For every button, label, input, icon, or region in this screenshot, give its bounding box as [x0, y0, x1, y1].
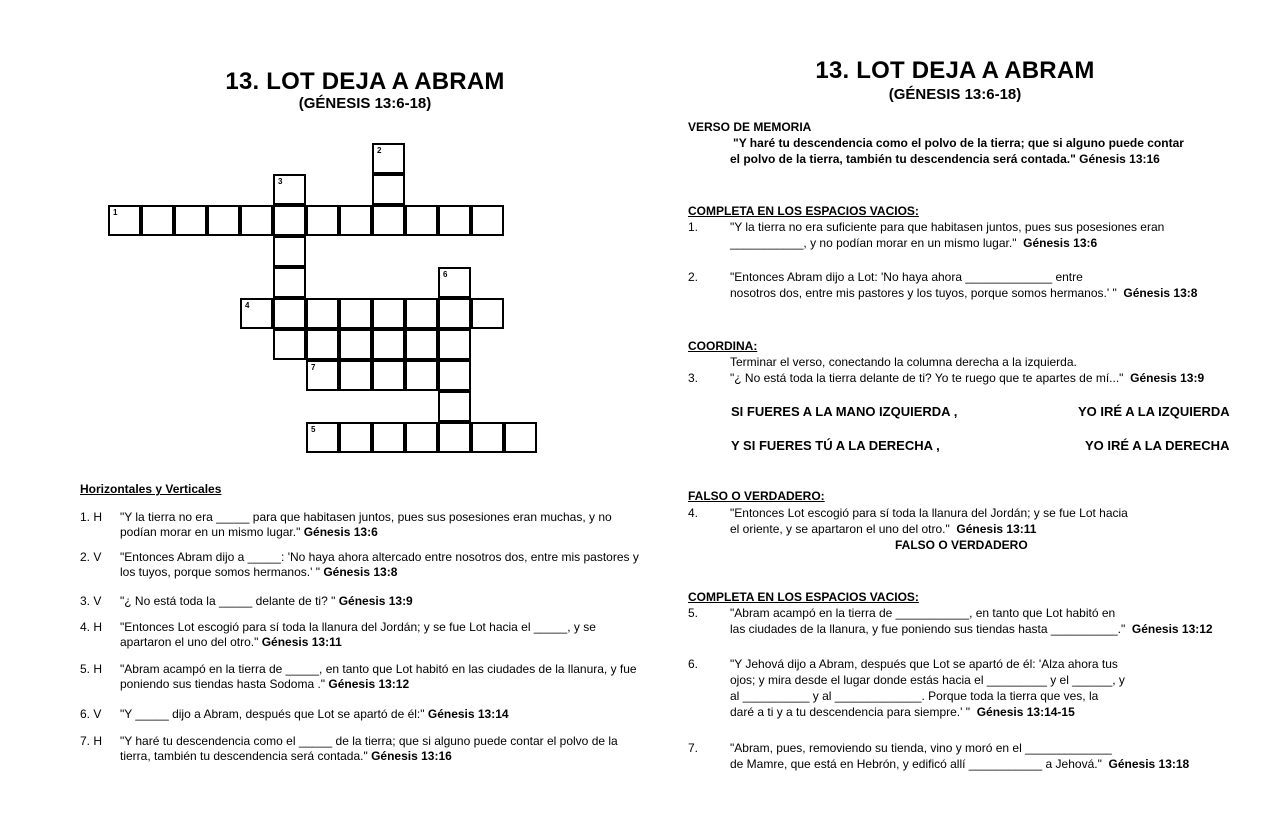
q2-line-2: nosotros dos, entre mis pastores y los tuyos, porque somos hermanos.' " Génesis 13:8	[730, 286, 1198, 300]
clue-reference: Génesis 13:11	[261, 635, 342, 649]
crossword-cell[interactable]	[438, 329, 471, 360]
clue-quote: "Abram acampó en la tierra de _____, en tanto que Lot habitó en las ciudades de la llanura, y fue poniendo sus tiendas hasta Sodoma ."	[120, 662, 637, 691]
clue-text	[120, 510, 640, 540]
crossword-cell[interactable]	[438, 267, 471, 298]
clue-number: 3. V	[80, 594, 102, 608]
crossword-cell[interactable]	[339, 205, 372, 236]
clue-reference: Génesis 13:14	[427, 707, 509, 721]
clue-quote: "Entonces Abram dijo a _____: 'No haya ahora altercado entre nosotros dos, entre mis pastores y los tuyos, porque somos hermanos.' "	[120, 550, 639, 579]
clue-quote: "Entonces Lot escogió para sí toda la llanura del Jordán; y se fue Lot hacia el _____, y se apartaron el uno del otro."	[120, 620, 596, 649]
crossword-cell[interactable]	[273, 174, 306, 205]
left-subtitle: (GÉNESIS 13:6-18)	[298, 95, 432, 112]
crossword-cell[interactable]	[141, 205, 174, 236]
crossword-cell[interactable]	[339, 329, 372, 360]
clue-number: 5. H	[80, 662, 103, 676]
left-title: 13. LOT DEJA A ABRAM	[225, 68, 505, 95]
crossword-cell[interactable]	[438, 298, 471, 329]
q4-line-2: el oriente, y se apartaron el uno del otro." Génesis 13:11	[730, 522, 1037, 536]
crossword-cell[interactable]	[273, 329, 306, 360]
clue-reference: Génesis 13:16	[371, 749, 452, 763]
clue-number: 2. V	[80, 550, 102, 564]
cell-number: 6	[443, 270, 448, 279]
q4-line-1: "Entonces Lot escogió para sí toda la llanura del Jordán; y se fue Lot hacia	[730, 506, 1128, 520]
crossword-cell[interactable]	[306, 329, 339, 360]
clues-heading: Horizontales y Verticales	[80, 482, 222, 496]
crossword-cell[interactable]	[438, 360, 471, 391]
q2-number: 2.	[688, 270, 699, 284]
clue-number: 1. H	[80, 510, 103, 524]
clue-reference: Génesis 13:9	[338, 594, 413, 608]
cell-number: 4	[245, 301, 250, 310]
q2-line-1: "Entonces Abram dijo a Lot: 'No haya ahora _____________ entre	[730, 270, 1083, 284]
crossword-cell[interactable]	[504, 422, 537, 453]
crossword-cell[interactable]	[372, 205, 405, 236]
crossword-cell[interactable]	[306, 205, 339, 236]
right-subtitle: (GÉNESIS 13:6-18)	[888, 86, 1022, 103]
cell-number: 2	[377, 146, 382, 155]
clue-reference: Génesis 13:8	[323, 565, 398, 579]
q1-number: 1.	[688, 220, 699, 234]
right-title: 13. LOT DEJA A ABRAM	[815, 57, 1095, 84]
crossword-cell[interactable]	[405, 422, 438, 453]
clue-number: 7. H	[80, 734, 103, 748]
clue-reference: Génesis 13:12	[328, 677, 410, 691]
crossword-cell[interactable]	[405, 205, 438, 236]
memory-line-1: "Y haré tu descendencia como el polvo de la tierra; que si alguno puede contar	[733, 136, 1184, 150]
q3-text: "¿ No está toda la tierra delante de ti? Yo te ruego que te apartes de mí..." Génesis 13:9	[730, 371, 1205, 385]
crossword-cell[interactable]	[372, 329, 405, 360]
fill-heading-1: COMPLETA EN LOS ESPACIOS VACIOS:	[688, 204, 919, 218]
crossword-cell[interactable]	[372, 174, 405, 205]
q6-number: 6.	[688, 657, 699, 671]
q3-number: 3.	[688, 371, 699, 385]
q4-number: 4.	[688, 506, 699, 520]
q7-line-2: de Mamre, que está en Hebrón, y edificó allí ___________ a Jehová." Génesis 13:18	[730, 757, 1190, 771]
cell-number: 5	[311, 425, 316, 434]
crossword-cell[interactable]	[339, 298, 372, 329]
clue-quote: "Y haré tu descendencia como el _____ de la tierra; que si alguno puede contar el polvo de la tierra, también tu descendencia será contada."	[120, 734, 618, 763]
crossword-cell[interactable]	[108, 205, 141, 236]
crossword-cell[interactable]	[405, 360, 438, 391]
q6-line-2: ojos; y mira desde el lugar donde estás hacia el _________ y el ______, y	[730, 673, 1125, 687]
q1-line-2: ___________, y no podían morar en un mismo lugar." Génesis 13:6	[730, 236, 1098, 250]
crossword-cell[interactable]	[240, 205, 273, 236]
crossword-cell[interactable]	[339, 422, 372, 453]
crossword-cell[interactable]	[273, 205, 306, 236]
memory-heading: VERSO DE MEMORIA	[688, 120, 812, 134]
q7-line-1: "Abram, pues, removiendo su tienda, vino y moró en el _____________	[730, 741, 1112, 755]
memory-line-2: el polvo de la tierra, también tu descendencia será contada." Génesis 13:16	[730, 152, 1160, 166]
match-right-1: YO IRÉ A LA IZQUIERDA	[1078, 404, 1230, 419]
q5-line-1: "Abram acampó en la tierra de ___________, en tanto que Lot habitó en	[730, 606, 1116, 620]
clue-number: 4. H	[80, 620, 103, 634]
crossword-cell[interactable]	[306, 298, 339, 329]
crossword-cell[interactable]	[372, 143, 405, 174]
crossword-cell[interactable]	[438, 391, 471, 422]
crossword-cell[interactable]	[306, 422, 339, 453]
clue-quote: "Y la tierra no era _____ para que habitasen juntos, pues sus posesiones eran muchas, y no podían morar en un mismo lugar."	[120, 510, 612, 539]
clue-text	[120, 734, 640, 764]
cell-number: 7	[311, 363, 316, 372]
crossword-cell[interactable]	[273, 298, 306, 329]
clue-number: 6. V	[80, 707, 102, 721]
clue-text	[120, 662, 640, 692]
fill-heading-2: COMPLETA EN LOS ESPACIOS VACIOS:	[688, 590, 919, 604]
cell-number: 3	[278, 177, 283, 186]
crossword-cell[interactable]	[405, 329, 438, 360]
clue-text	[120, 620, 640, 650]
clue-quote: "¿ No está toda la _____ delante de ti? "	[120, 594, 336, 608]
crossword-cell[interactable]	[174, 205, 207, 236]
q6-line-4: daré a ti y a tu descendencia para siempre.' " Génesis 13:14-15	[730, 705, 1075, 719]
crossword-cell[interactable]	[207, 205, 240, 236]
coordina-heading: COORDINA:	[688, 339, 758, 353]
crossword-cell[interactable]	[438, 205, 471, 236]
q5-line-2: las ciudades de la llanura, y fue poniendo sus tiendas hasta __________." Génesis 13:12	[730, 622, 1213, 636]
clue-text	[120, 594, 640, 609]
q5-number: 5.	[688, 606, 699, 620]
q1-line-1: "Y la tierra no era suficiente para que habitasen juntos, pues sus posesiones eran	[730, 220, 1165, 234]
q4-answer: FALSO O VERDADERO	[895, 538, 1028, 552]
clue-text	[120, 707, 640, 722]
match-right-2: YO IRÉ A LA DERECHA	[1085, 438, 1230, 453]
crossword-cell[interactable]	[372, 422, 405, 453]
true-false-heading: FALSO O VERDADERO:	[688, 489, 825, 503]
q7-number: 7.	[688, 741, 699, 755]
cell-number: 1	[113, 208, 118, 217]
crossword-cell[interactable]	[471, 422, 504, 453]
q6-line-3: al __________ y al _____________. Porque toda la tierra que ves, la	[730, 689, 1099, 703]
q6-line-1: "Y Jehová dijo a Abram, después que Lot se apartó de él: 'Alza ahora tus	[730, 657, 1118, 671]
crossword-cell[interactable]	[273, 236, 306, 267]
match-left-1: SI FUERES A LA MANO IZQUIERDA ,	[731, 404, 958, 419]
crossword-cell[interactable]	[471, 298, 504, 329]
crossword-cell[interactable]	[438, 422, 471, 453]
crossword-cell[interactable]	[240, 298, 273, 329]
crossword-cell[interactable]	[273, 267, 306, 298]
clue-text	[120, 550, 640, 580]
crossword-cell[interactable]	[372, 298, 405, 329]
match-left-2: Y SI FUERES TÚ A LA DERECHA ,	[731, 438, 940, 453]
crossword-cell[interactable]	[339, 360, 372, 391]
crossword-cell[interactable]	[372, 360, 405, 391]
clue-reference: Génesis 13:6	[303, 525, 378, 539]
crossword-cell[interactable]	[471, 205, 504, 236]
coordina-instructions: Terminar el verso, conectando la columna derecha a la izquierda.	[730, 355, 1077, 369]
crossword-cell[interactable]	[306, 360, 339, 391]
crossword-cell[interactable]	[405, 298, 438, 329]
clue-quote: "Y _____ dijo a Abram, después que Lot se apartó de él:"	[120, 707, 425, 721]
